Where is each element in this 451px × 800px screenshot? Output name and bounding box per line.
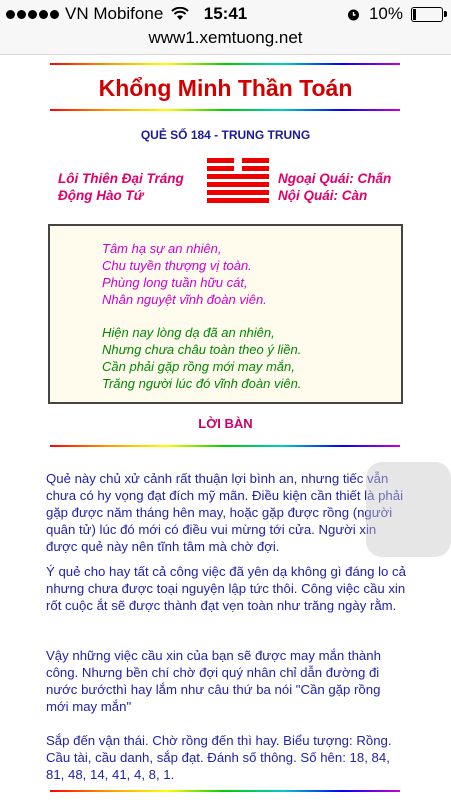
hexagram-yin-line (207, 158, 269, 163)
poem-line: Trăng người lúc đó vĩnh đoàn viên. (102, 376, 302, 391)
scroll-handle[interactable] (366, 462, 451, 557)
hexagram-yang-line (207, 198, 269, 203)
poem-line: Hiện nay lòng dạ đã an nhiên, (102, 325, 275, 340)
alarm-icon (346, 7, 361, 22)
poem-box (48, 224, 403, 404)
hexagram-yang-line (207, 182, 269, 187)
battery-icon (411, 7, 443, 22)
paragraph: Quẻ này chủ xử cảnh rất thuận lợi bình an, nhưng tiếc vẫn chưa có hy vọng đạt đích mỹ mãn. Điều kiện cần thiết là phải gặp được năm tháng hên may, hoặc gặp được rồng (người quân tử) lúc đó mới có điều vui mừng tới cửa. Người xin được quẻ này nên tĩnh tâm mà chờ đợi. (46, 471, 404, 554)
url-text[interactable]: www1.xemtuong.net (148, 28, 303, 47)
status-bar (0, 0, 451, 28)
rainbow-divider (50, 109, 400, 111)
battery-percent: 10% (368, 4, 403, 23)
left-names (58, 170, 184, 204)
hexagram-yin-line (207, 166, 269, 171)
battery-fill (413, 9, 416, 20)
carrier-name: VN Mobifone (65, 4, 164, 23)
paragraph: Ý quẻ cho hay tất cả công việc đã yên dạ không gì đáng lo cả nhưng chưa được toại nguyện lập tức thôi. Công việc cầu xin rốt cuộc ắt sẽ được thành đạt vẹn toàn như trăng ngày rằm. (46, 564, 406, 613)
rainbow-divider (50, 63, 400, 65)
poem-line: Nhưng chưa châu toàn theo ý liền. (102, 342, 302, 357)
inner-trigram: Nội Quái: Càn (278, 188, 368, 203)
status-right (346, 4, 443, 24)
poem-line: Nhân nguyệt vĩnh đoàn viên. (102, 292, 267, 307)
poem-original (102, 240, 267, 308)
right-names (278, 170, 391, 204)
rainbow-divider (50, 445, 400, 447)
que-number: QUẺ SỐ 184 - TRUNG TRUNG (140, 128, 311, 142)
poem-translation (102, 324, 301, 392)
hexagram-name: Lôi Thiên Đại Tráng (58, 171, 184, 186)
hexagram-yang-line (207, 174, 269, 179)
poem-line: Cần phải gặp rồng mới may mắn, (102, 359, 295, 374)
paragraph: Sắp đến vận thái. Chờ rồng đến thì hay. Biểu tượng: Rồng. Cầu tài, cầu danh, sắp đạt. Đánh số thông. Số hên: 18, 84, 81, 48, 14, 41, 4, 8, 1. (46, 733, 392, 782)
poem-line: Phùng long tuần hữu cát, (102, 275, 248, 290)
hexagram-icon (207, 158, 269, 206)
outer-trigram: Ngoại Quái: Chấn (278, 171, 392, 186)
poem-line: Chu tuyền thượng vị toàn. (102, 258, 252, 273)
rainbow-divider (50, 790, 400, 792)
poem-line: Tâm hạ sự an nhiên, (102, 241, 222, 256)
page-title: Khổng Minh Thần Toán (98, 75, 353, 101)
hexagram-yang-line (207, 190, 269, 195)
paragraph: Vậy những việc cầu xin của bạn sẽ được may mắn thành công. Nhưng bền chí chờ đợi quý nhân chỉ dẫn đường đi nước bướcthì hay lắm như câu thứ ba nói "Cần gặp rồng mới may mắn" (46, 648, 381, 714)
section-heading: LỜI BÀN (198, 416, 253, 431)
address-bar[interactable] (0, 28, 451, 55)
clock: 15:41 (203, 4, 248, 23)
moving-line: Động Hào Tứ (58, 188, 144, 203)
